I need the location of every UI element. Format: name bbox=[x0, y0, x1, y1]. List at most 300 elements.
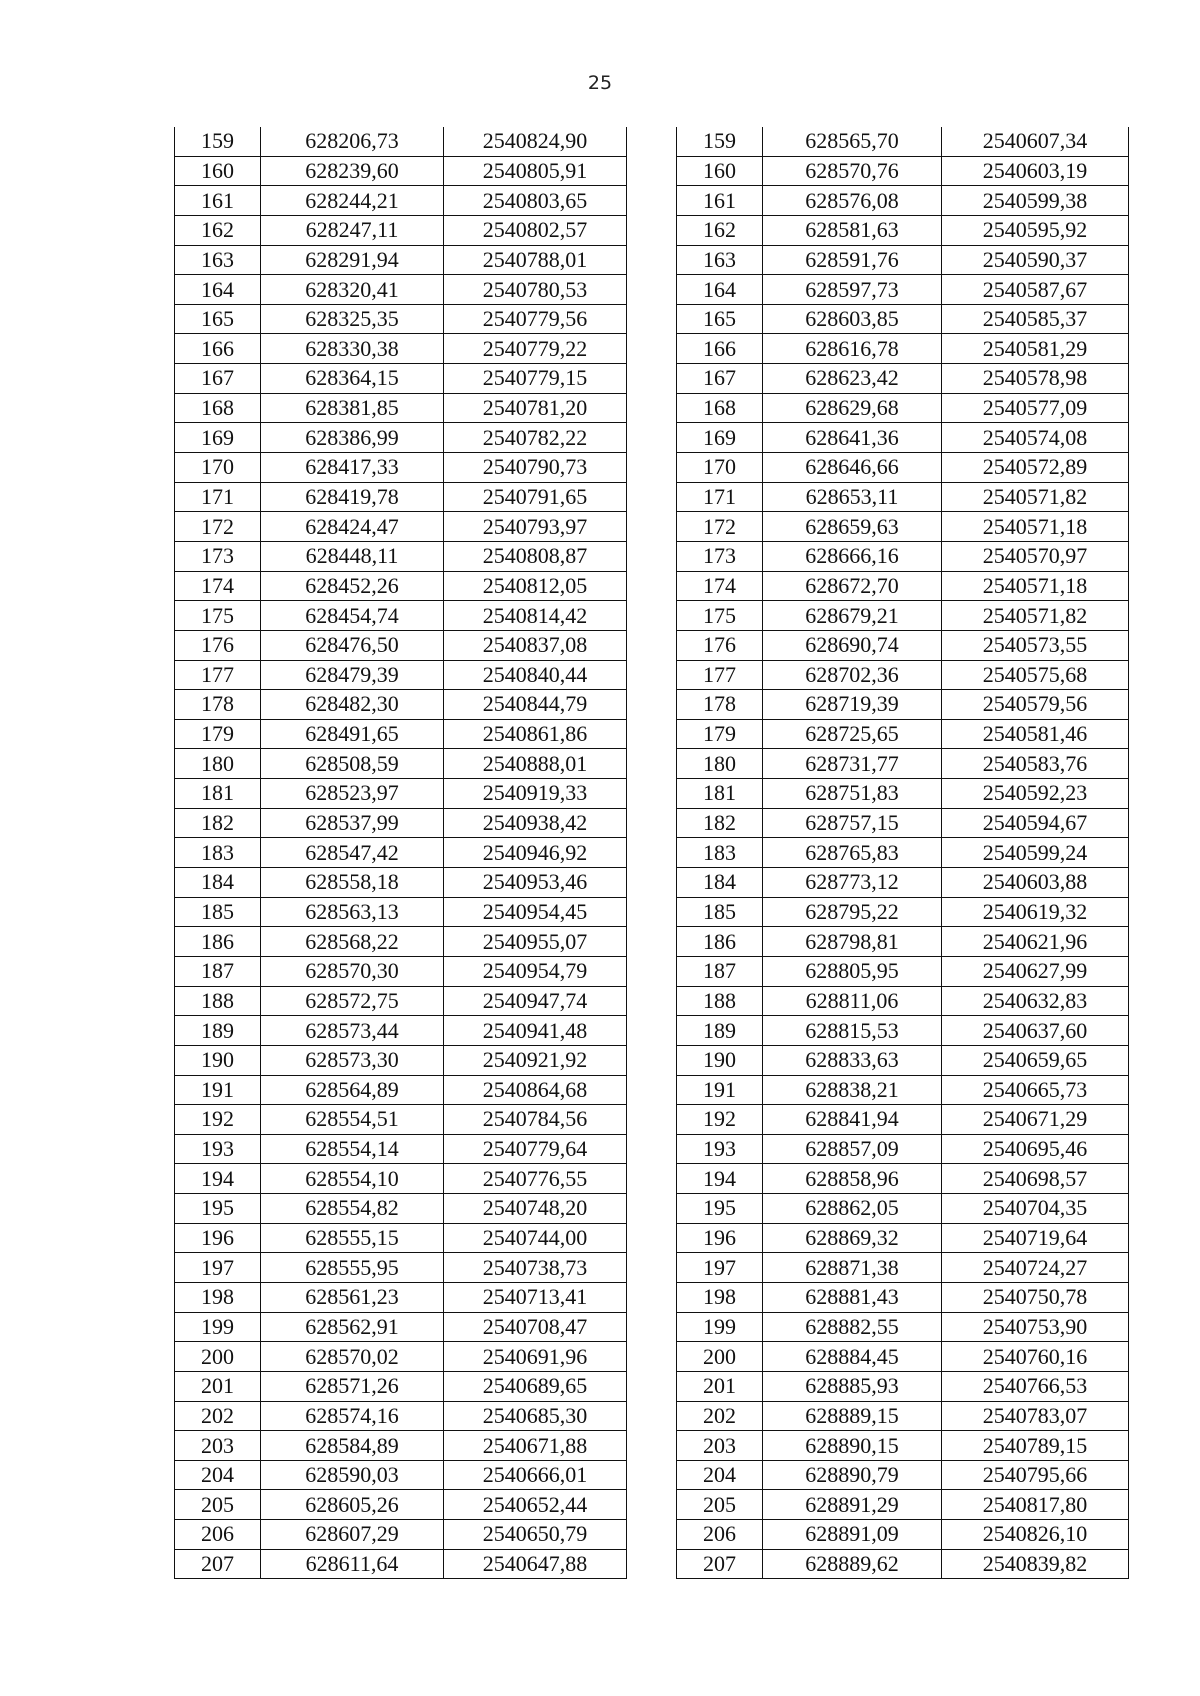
point-number-cell-right: 187 bbox=[677, 956, 763, 986]
point-number-cell-left: 185 bbox=[175, 897, 261, 927]
y-coordinate-cell-left: 2540779,15 bbox=[444, 364, 627, 394]
table-row bbox=[175, 1282, 1129, 1312]
x-coordinate-cell-right: 628603,85 bbox=[763, 304, 942, 334]
y-coordinate-cell-right: 2540795,66 bbox=[942, 1460, 1129, 1490]
point-number-cell-right: 161 bbox=[677, 186, 763, 216]
x-coordinate-cell-left: 628573,30 bbox=[261, 1045, 444, 1075]
column-gap bbox=[627, 660, 677, 690]
x-coordinate-cell-left: 628491,65 bbox=[261, 719, 444, 749]
point-number-cell-left: 171 bbox=[175, 482, 261, 512]
table-row bbox=[175, 1520, 1129, 1550]
x-coordinate-cell-left: 628482,30 bbox=[261, 690, 444, 720]
point-number-cell-right: 185 bbox=[677, 897, 763, 927]
y-coordinate-cell-left: 2540947,74 bbox=[444, 986, 627, 1016]
point-number-cell-left: 204 bbox=[175, 1460, 261, 1490]
table-row bbox=[175, 127, 1129, 156]
y-coordinate-cell-right: 2540753,90 bbox=[942, 1312, 1129, 1342]
y-coordinate-cell-right: 2540571,18 bbox=[942, 571, 1129, 601]
point-number-cell-right: 189 bbox=[677, 1016, 763, 1046]
x-coordinate-cell-left: 628419,78 bbox=[261, 482, 444, 512]
table-row bbox=[175, 186, 1129, 216]
y-coordinate-cell-right: 2540665,73 bbox=[942, 1075, 1129, 1105]
point-number-cell-left: 182 bbox=[175, 808, 261, 838]
y-coordinate-cell-right: 2540783,07 bbox=[942, 1401, 1129, 1431]
x-coordinate-cell-left: 628247,11 bbox=[261, 215, 444, 245]
table-row bbox=[175, 690, 1129, 720]
y-coordinate-cell-right: 2540585,37 bbox=[942, 304, 1129, 334]
table-row bbox=[175, 1075, 1129, 1105]
point-number-cell-right: 167 bbox=[677, 364, 763, 394]
table-row bbox=[175, 1016, 1129, 1046]
coordinates-table bbox=[174, 127, 1129, 1579]
x-coordinate-cell-right: 628751,83 bbox=[763, 779, 942, 809]
x-coordinate-cell-right: 628679,21 bbox=[763, 601, 942, 631]
y-coordinate-cell-right: 2540724,27 bbox=[942, 1253, 1129, 1283]
point-number-cell-right: 191 bbox=[677, 1075, 763, 1105]
x-coordinate-cell-right: 628862,05 bbox=[763, 1194, 942, 1224]
point-number-cell-right: 206 bbox=[677, 1520, 763, 1550]
point-number-cell-right: 165 bbox=[677, 304, 763, 334]
point-number-cell-right: 197 bbox=[677, 1253, 763, 1283]
x-coordinate-cell-left: 628325,35 bbox=[261, 304, 444, 334]
table-row bbox=[175, 660, 1129, 690]
x-coordinate-cell-left: 628607,29 bbox=[261, 1520, 444, 1550]
point-number-cell-left: 168 bbox=[175, 393, 261, 423]
point-number-cell-right: 177 bbox=[677, 660, 763, 690]
x-coordinate-cell-left: 628479,39 bbox=[261, 660, 444, 690]
y-coordinate-cell-right: 2540599,24 bbox=[942, 838, 1129, 868]
point-number-cell-right: 179 bbox=[677, 719, 763, 749]
x-coordinate-cell-right: 628857,09 bbox=[763, 1134, 942, 1164]
x-coordinate-cell-right: 628641,36 bbox=[763, 423, 942, 453]
point-number-cell-left: 207 bbox=[175, 1549, 261, 1579]
x-coordinate-cell-right: 628805,95 bbox=[763, 956, 942, 986]
point-number-cell-right: 200 bbox=[677, 1342, 763, 1372]
table-row bbox=[175, 571, 1129, 601]
x-coordinate-cell-left: 628554,51 bbox=[261, 1105, 444, 1135]
table-row bbox=[175, 1253, 1129, 1283]
y-coordinate-cell-right: 2540671,29 bbox=[942, 1105, 1129, 1135]
table-row bbox=[175, 304, 1129, 334]
column-gap bbox=[627, 393, 677, 423]
x-coordinate-cell-right: 628690,74 bbox=[763, 630, 942, 660]
column-gap bbox=[627, 838, 677, 868]
table-row bbox=[175, 1223, 1129, 1253]
y-coordinate-cell-left: 2540814,42 bbox=[444, 601, 627, 631]
y-coordinate-cell-right: 2540577,09 bbox=[942, 393, 1129, 423]
column-gap bbox=[627, 719, 677, 749]
column-gap bbox=[627, 690, 677, 720]
point-number-cell-right: 198 bbox=[677, 1282, 763, 1312]
x-coordinate-cell-left: 628547,42 bbox=[261, 838, 444, 868]
table-row bbox=[175, 927, 1129, 957]
y-coordinate-cell-left: 2540919,33 bbox=[444, 779, 627, 809]
column-gap bbox=[627, 1105, 677, 1135]
point-number-cell-left: 160 bbox=[175, 156, 261, 186]
x-coordinate-cell-left: 628320,41 bbox=[261, 275, 444, 305]
y-coordinate-cell-left: 2540953,46 bbox=[444, 868, 627, 898]
column-gap bbox=[627, 897, 677, 927]
column-gap bbox=[627, 1164, 677, 1194]
x-coordinate-cell-left: 628523,97 bbox=[261, 779, 444, 809]
y-coordinate-cell-right: 2540594,67 bbox=[942, 808, 1129, 838]
x-coordinate-cell-right: 628869,32 bbox=[763, 1223, 942, 1253]
column-gap bbox=[627, 364, 677, 394]
y-coordinate-cell-left: 2540779,56 bbox=[444, 304, 627, 334]
point-number-cell-right: 163 bbox=[677, 245, 763, 275]
y-coordinate-cell-left: 2540955,07 bbox=[444, 927, 627, 957]
y-coordinate-cell-left: 2540708,47 bbox=[444, 1312, 627, 1342]
x-coordinate-cell-left: 628424,47 bbox=[261, 512, 444, 542]
x-coordinate-cell-right: 628889,62 bbox=[763, 1549, 942, 1579]
y-coordinate-cell-left: 2540744,00 bbox=[444, 1223, 627, 1253]
column-gap bbox=[627, 1075, 677, 1105]
point-number-cell-left: 193 bbox=[175, 1134, 261, 1164]
y-coordinate-cell-left: 2540864,68 bbox=[444, 1075, 627, 1105]
x-coordinate-cell-left: 628590,03 bbox=[261, 1460, 444, 1490]
x-coordinate-cell-right: 628666,16 bbox=[763, 541, 942, 571]
table-row bbox=[175, 393, 1129, 423]
x-coordinate-cell-right: 628659,63 bbox=[763, 512, 942, 542]
table-row bbox=[175, 156, 1129, 186]
table-row bbox=[175, 1312, 1129, 1342]
point-number-cell-left: 184 bbox=[175, 868, 261, 898]
x-coordinate-cell-left: 628381,85 bbox=[261, 393, 444, 423]
column-gap bbox=[627, 541, 677, 571]
point-number-cell-left: 195 bbox=[175, 1194, 261, 1224]
table-row bbox=[175, 275, 1129, 305]
x-coordinate-cell-right: 628838,21 bbox=[763, 1075, 942, 1105]
point-number-cell-right: 166 bbox=[677, 334, 763, 364]
table-row bbox=[175, 1105, 1129, 1135]
table-row bbox=[175, 1342, 1129, 1372]
x-coordinate-cell-right: 628795,22 bbox=[763, 897, 942, 927]
y-coordinate-cell-right: 2540578,98 bbox=[942, 364, 1129, 394]
table-row bbox=[175, 482, 1129, 512]
point-number-cell-left: 163 bbox=[175, 245, 261, 275]
x-coordinate-cell-left: 628386,99 bbox=[261, 423, 444, 453]
x-coordinate-cell-right: 628591,76 bbox=[763, 245, 942, 275]
y-coordinate-cell-left: 2540671,88 bbox=[444, 1431, 627, 1461]
y-coordinate-cell-right: 2540637,60 bbox=[942, 1016, 1129, 1046]
y-coordinate-cell-left: 2540941,48 bbox=[444, 1016, 627, 1046]
x-coordinate-cell-left: 628364,15 bbox=[261, 364, 444, 394]
x-coordinate-cell-right: 628565,70 bbox=[763, 127, 942, 156]
point-number-cell-right: 193 bbox=[677, 1134, 763, 1164]
point-number-cell-left: 173 bbox=[175, 541, 261, 571]
x-coordinate-cell-right: 628672,70 bbox=[763, 571, 942, 601]
y-coordinate-cell-right: 2540574,08 bbox=[942, 423, 1129, 453]
point-number-cell-left: 201 bbox=[175, 1371, 261, 1401]
y-coordinate-cell-right: 2540789,15 bbox=[942, 1431, 1129, 1461]
table-row bbox=[175, 1194, 1129, 1224]
point-number-cell-left: 177 bbox=[175, 660, 261, 690]
table-row bbox=[175, 601, 1129, 631]
point-number-cell-left: 165 bbox=[175, 304, 261, 334]
table-row bbox=[175, 749, 1129, 779]
x-coordinate-cell-right: 628815,53 bbox=[763, 1016, 942, 1046]
column-gap bbox=[627, 808, 677, 838]
table-row bbox=[175, 838, 1129, 868]
y-coordinate-cell-left: 2540805,91 bbox=[444, 156, 627, 186]
x-coordinate-cell-left: 628558,18 bbox=[261, 868, 444, 898]
y-coordinate-cell-left: 2540954,45 bbox=[444, 897, 627, 927]
y-coordinate-cell-left: 2540782,22 bbox=[444, 423, 627, 453]
y-coordinate-cell-left: 2540685,30 bbox=[444, 1401, 627, 1431]
table-row bbox=[175, 986, 1129, 1016]
table-row bbox=[175, 1549, 1129, 1579]
y-coordinate-cell-right: 2540572,89 bbox=[942, 453, 1129, 483]
x-coordinate-cell-right: 628890,79 bbox=[763, 1460, 942, 1490]
x-coordinate-cell-left: 628563,13 bbox=[261, 897, 444, 927]
y-coordinate-cell-left: 2540791,65 bbox=[444, 482, 627, 512]
y-coordinate-cell-left: 2540784,56 bbox=[444, 1105, 627, 1135]
y-coordinate-cell-left: 2540647,88 bbox=[444, 1549, 627, 1579]
x-coordinate-cell-left: 628561,23 bbox=[261, 1282, 444, 1312]
point-number-cell-right: 174 bbox=[677, 571, 763, 601]
y-coordinate-cell-right: 2540704,35 bbox=[942, 1194, 1129, 1224]
point-number-cell-right: 171 bbox=[677, 482, 763, 512]
table-row bbox=[175, 512, 1129, 542]
y-coordinate-cell-right: 2540599,38 bbox=[942, 186, 1129, 216]
column-gap bbox=[627, 334, 677, 364]
point-number-cell-right: 159 bbox=[677, 127, 763, 156]
x-coordinate-cell-left: 628417,33 bbox=[261, 453, 444, 483]
point-number-cell-right: 192 bbox=[677, 1105, 763, 1135]
table-row bbox=[175, 1401, 1129, 1431]
y-coordinate-cell-right: 2540571,82 bbox=[942, 601, 1129, 631]
column-gap bbox=[627, 215, 677, 245]
column-gap bbox=[627, 275, 677, 305]
y-coordinate-cell-left: 2540861,86 bbox=[444, 719, 627, 749]
column-gap bbox=[627, 1520, 677, 1550]
column-gap bbox=[627, 423, 677, 453]
x-coordinate-cell-left: 628244,21 bbox=[261, 186, 444, 216]
x-coordinate-cell-left: 628584,89 bbox=[261, 1431, 444, 1461]
point-number-cell-right: 183 bbox=[677, 838, 763, 868]
column-gap bbox=[627, 868, 677, 898]
column-gap bbox=[627, 1253, 677, 1283]
y-coordinate-cell-right: 2540603,88 bbox=[942, 868, 1129, 898]
point-number-cell-right: 182 bbox=[677, 808, 763, 838]
x-coordinate-cell-left: 628554,10 bbox=[261, 1164, 444, 1194]
x-coordinate-cell-right: 628841,94 bbox=[763, 1105, 942, 1135]
y-coordinate-cell-right: 2540627,99 bbox=[942, 956, 1129, 986]
column-gap bbox=[627, 1342, 677, 1372]
point-number-cell-right: 190 bbox=[677, 1045, 763, 1075]
table-row bbox=[175, 1490, 1129, 1520]
column-gap bbox=[627, 127, 677, 156]
column-gap bbox=[627, 156, 677, 186]
x-coordinate-cell-right: 628885,93 bbox=[763, 1371, 942, 1401]
point-number-cell-right: 202 bbox=[677, 1401, 763, 1431]
point-number-cell-right: 176 bbox=[677, 630, 763, 660]
point-number-cell-right: 164 bbox=[677, 275, 763, 305]
point-number-cell-left: 206 bbox=[175, 1520, 261, 1550]
x-coordinate-cell-left: 628537,99 bbox=[261, 808, 444, 838]
x-coordinate-cell-left: 628605,26 bbox=[261, 1490, 444, 1520]
y-coordinate-cell-left: 2540824,90 bbox=[444, 127, 627, 156]
x-coordinate-cell-right: 628889,15 bbox=[763, 1401, 942, 1431]
x-coordinate-cell-right: 628881,43 bbox=[763, 1282, 942, 1312]
point-number-cell-right: 181 bbox=[677, 779, 763, 809]
y-coordinate-cell-right: 2540817,80 bbox=[942, 1490, 1129, 1520]
y-coordinate-cell-left: 2540691,96 bbox=[444, 1342, 627, 1372]
column-gap bbox=[627, 630, 677, 660]
y-coordinate-cell-right: 2540698,57 bbox=[942, 1164, 1129, 1194]
column-gap bbox=[627, 986, 677, 1016]
y-coordinate-cell-right: 2540719,64 bbox=[942, 1223, 1129, 1253]
x-coordinate-cell-left: 628452,26 bbox=[261, 571, 444, 601]
y-coordinate-cell-right: 2540695,46 bbox=[942, 1134, 1129, 1164]
y-coordinate-cell-left: 2540921,92 bbox=[444, 1045, 627, 1075]
point-number-cell-left: 170 bbox=[175, 453, 261, 483]
y-coordinate-cell-left: 2540650,79 bbox=[444, 1520, 627, 1550]
x-coordinate-cell-left: 628611,64 bbox=[261, 1549, 444, 1579]
column-gap bbox=[627, 571, 677, 601]
point-number-cell-left: 176 bbox=[175, 630, 261, 660]
point-number-cell-left: 178 bbox=[175, 690, 261, 720]
point-number-cell-right: 186 bbox=[677, 927, 763, 957]
point-number-cell-right: 196 bbox=[677, 1223, 763, 1253]
y-coordinate-cell-right: 2540575,68 bbox=[942, 660, 1129, 690]
x-coordinate-cell-left: 628562,91 bbox=[261, 1312, 444, 1342]
point-number-cell-right: 184 bbox=[677, 868, 763, 898]
table-row bbox=[175, 1371, 1129, 1401]
x-coordinate-cell-left: 628570,30 bbox=[261, 956, 444, 986]
column-gap bbox=[627, 1431, 677, 1461]
column-gap bbox=[627, 482, 677, 512]
column-gap bbox=[627, 245, 677, 275]
point-number-cell-left: 196 bbox=[175, 1223, 261, 1253]
y-coordinate-cell-right: 2540583,76 bbox=[942, 749, 1129, 779]
y-coordinate-cell-left: 2540689,65 bbox=[444, 1371, 627, 1401]
x-coordinate-cell-left: 628508,59 bbox=[261, 749, 444, 779]
point-number-cell-right: 205 bbox=[677, 1490, 763, 1520]
point-number-cell-left: 194 bbox=[175, 1164, 261, 1194]
table-row bbox=[175, 245, 1129, 275]
y-coordinate-cell-left: 2540652,44 bbox=[444, 1490, 627, 1520]
y-coordinate-cell-left: 2540840,44 bbox=[444, 660, 627, 690]
table-row bbox=[175, 1460, 1129, 1490]
column-gap bbox=[627, 1401, 677, 1431]
x-coordinate-cell-right: 628773,12 bbox=[763, 868, 942, 898]
column-gap bbox=[627, 1490, 677, 1520]
column-gap bbox=[627, 1282, 677, 1312]
y-coordinate-cell-right: 2540595,92 bbox=[942, 215, 1129, 245]
table-row bbox=[175, 1431, 1129, 1461]
y-coordinate-cell-right: 2540571,18 bbox=[942, 512, 1129, 542]
y-coordinate-cell-right: 2540571,82 bbox=[942, 482, 1129, 512]
column-gap bbox=[627, 1549, 677, 1579]
point-number-cell-left: 192 bbox=[175, 1105, 261, 1135]
table-row bbox=[175, 1134, 1129, 1164]
table-row bbox=[175, 868, 1129, 898]
point-number-cell-right: 199 bbox=[677, 1312, 763, 1342]
y-coordinate-cell-right: 2540750,78 bbox=[942, 1282, 1129, 1312]
point-number-cell-right: 170 bbox=[677, 453, 763, 483]
point-number-cell-left: 197 bbox=[175, 1253, 261, 1283]
y-coordinate-cell-right: 2540659,65 bbox=[942, 1045, 1129, 1075]
column-gap bbox=[627, 304, 677, 334]
point-number-cell-left: 188 bbox=[175, 986, 261, 1016]
x-coordinate-cell-left: 628291,94 bbox=[261, 245, 444, 275]
y-coordinate-cell-right: 2540607,34 bbox=[942, 127, 1129, 156]
column-gap bbox=[627, 1134, 677, 1164]
y-coordinate-cell-left: 2540802,57 bbox=[444, 215, 627, 245]
y-coordinate-cell-left: 2540946,92 bbox=[444, 838, 627, 868]
y-coordinate-cell-left: 2540748,20 bbox=[444, 1194, 627, 1224]
table-row bbox=[175, 956, 1129, 986]
y-coordinate-cell-right: 2540573,55 bbox=[942, 630, 1129, 660]
y-coordinate-cell-left: 2540844,79 bbox=[444, 690, 627, 720]
table-row bbox=[175, 215, 1129, 245]
y-coordinate-cell-left: 2540954,79 bbox=[444, 956, 627, 986]
y-coordinate-cell-left: 2540888,01 bbox=[444, 749, 627, 779]
x-coordinate-cell-right: 628597,73 bbox=[763, 275, 942, 305]
x-coordinate-cell-right: 628719,39 bbox=[763, 690, 942, 720]
y-coordinate-cell-left: 2540776,55 bbox=[444, 1164, 627, 1194]
table-row bbox=[175, 453, 1129, 483]
point-number-cell-left: 190 bbox=[175, 1045, 261, 1075]
column-gap bbox=[627, 927, 677, 957]
table-row bbox=[175, 1164, 1129, 1194]
x-coordinate-cell-right: 628581,63 bbox=[763, 215, 942, 245]
column-gap bbox=[627, 1045, 677, 1075]
x-coordinate-cell-left: 628206,73 bbox=[261, 127, 444, 156]
x-coordinate-cell-left: 628554,14 bbox=[261, 1134, 444, 1164]
x-coordinate-cell-right: 628576,08 bbox=[763, 186, 942, 216]
x-coordinate-cell-right: 628702,36 bbox=[763, 660, 942, 690]
y-coordinate-cell-right: 2540632,83 bbox=[942, 986, 1129, 1016]
point-number-cell-left: 180 bbox=[175, 749, 261, 779]
point-number-cell-left: 198 bbox=[175, 1282, 261, 1312]
x-coordinate-cell-right: 628890,15 bbox=[763, 1431, 942, 1461]
point-number-cell-left: 199 bbox=[175, 1312, 261, 1342]
table-row bbox=[175, 1045, 1129, 1075]
column-gap bbox=[627, 1016, 677, 1046]
column-gap bbox=[627, 1223, 677, 1253]
point-number-cell-right: 169 bbox=[677, 423, 763, 453]
x-coordinate-cell-left: 628564,89 bbox=[261, 1075, 444, 1105]
point-number-cell-right: 172 bbox=[677, 512, 763, 542]
point-number-cell-left: 166 bbox=[175, 334, 261, 364]
x-coordinate-cell-right: 628623,42 bbox=[763, 364, 942, 394]
column-gap bbox=[627, 956, 677, 986]
point-number-cell-left: 174 bbox=[175, 571, 261, 601]
x-coordinate-cell-right: 628731,77 bbox=[763, 749, 942, 779]
x-coordinate-cell-right: 628570,76 bbox=[763, 156, 942, 186]
column-gap bbox=[627, 601, 677, 631]
point-number-cell-right: 207 bbox=[677, 1549, 763, 1579]
x-coordinate-cell-right: 628882,55 bbox=[763, 1312, 942, 1342]
x-coordinate-cell-right: 628884,45 bbox=[763, 1342, 942, 1372]
page-number: 25 bbox=[587, 72, 613, 94]
y-coordinate-cell-left: 2540713,41 bbox=[444, 1282, 627, 1312]
y-coordinate-cell-right: 2540581,29 bbox=[942, 334, 1129, 364]
point-number-cell-left: 189 bbox=[175, 1016, 261, 1046]
y-coordinate-cell-right: 2540826,10 bbox=[942, 1520, 1129, 1550]
x-coordinate-cell-left: 628476,50 bbox=[261, 630, 444, 660]
point-number-cell-right: 162 bbox=[677, 215, 763, 245]
table-row bbox=[175, 334, 1129, 364]
y-coordinate-cell-left: 2540837,08 bbox=[444, 630, 627, 660]
y-coordinate-cell-left: 2540803,65 bbox=[444, 186, 627, 216]
point-number-cell-right: 201 bbox=[677, 1371, 763, 1401]
x-coordinate-cell-right: 628858,96 bbox=[763, 1164, 942, 1194]
point-number-cell-left: 203 bbox=[175, 1431, 261, 1461]
point-number-cell-left: 175 bbox=[175, 601, 261, 631]
